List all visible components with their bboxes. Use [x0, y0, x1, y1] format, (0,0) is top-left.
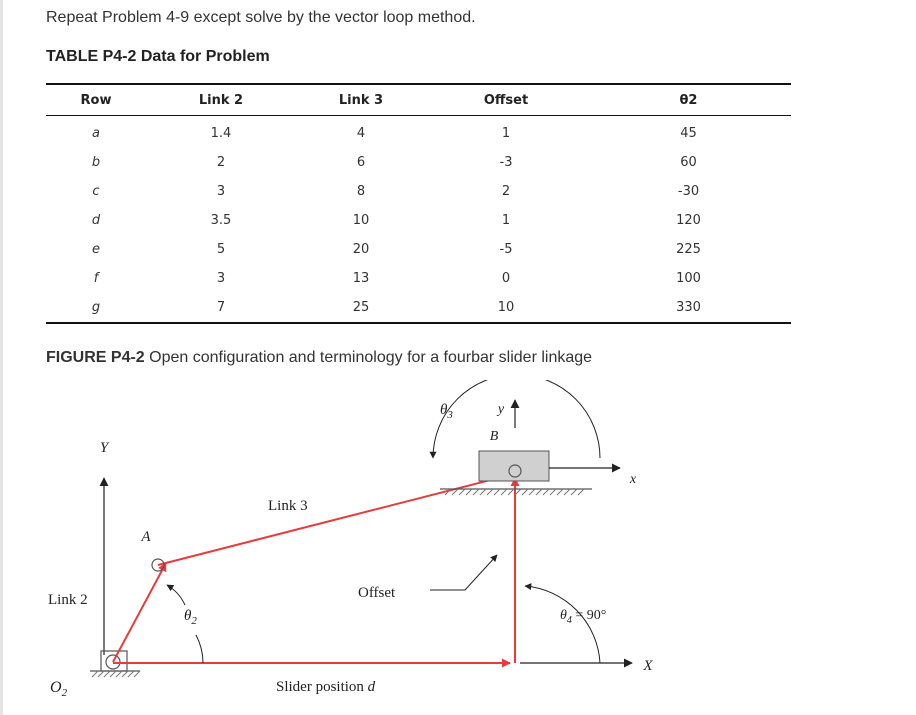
table-row [46, 116, 791, 149]
table-row [46, 293, 791, 323]
table-row [46, 148, 791, 177]
theta3-arc [433, 380, 600, 458]
link2-value: 3 [216, 184, 226, 199]
header-link3: Link 3 [296, 84, 426, 116]
offset-value: 1 [501, 126, 511, 141]
offset-label: Offset [358, 585, 396, 601]
offset-value: 1 [501, 213, 511, 228]
table-header-row [46, 84, 791, 116]
table-title: TABLE P4-2 Data for Problem [46, 48, 270, 65]
table-row [46, 177, 791, 206]
link2-value: 2 [216, 155, 226, 170]
link2-value: 5 [216, 242, 226, 257]
link2-value: 1.4 [210, 126, 232, 141]
row-label: d [91, 213, 101, 228]
theta2-arc [196, 635, 203, 663]
global-x-label: X [643, 658, 653, 674]
table-row [46, 206, 791, 235]
theta2-value: 225 [676, 242, 701, 257]
link2-value: 3 [216, 271, 226, 286]
link3-value: 20 [352, 242, 370, 257]
figure-caption [46, 349, 592, 367]
header-link2: Link 2 [146, 84, 296, 116]
slider-block [479, 451, 549, 481]
link3-label: Link 3 [268, 498, 308, 514]
link3-value: 4 [356, 126, 366, 141]
figure-caption-text: Open configuration and terminology for a fourbar slider linkage [144, 349, 593, 366]
offset-value: 10 [497, 300, 515, 315]
problem-statement: Repeat Problem 4-9 except solve by the vector loop method. [46, 9, 476, 26]
theta2-label: $\theta_2$ [184, 608, 197, 627]
link3-value: 8 [356, 184, 366, 199]
offset-value: -5 [499, 242, 513, 257]
theta2-value: -30 [677, 184, 700, 199]
data-table [46, 83, 791, 324]
header-theta2: θ2 [586, 84, 791, 116]
offset-value: -3 [499, 155, 513, 170]
table-row [46, 235, 791, 264]
row-label: c [92, 184, 100, 199]
link3-value: 13 [352, 271, 370, 286]
link2-value: 7 [216, 300, 226, 315]
slider-linkage-diagram [0, 380, 916, 715]
row-label: a [92, 126, 100, 141]
pin-b-label: B [489, 429, 499, 444]
row-label: g [91, 300, 101, 315]
local-y-label: y [497, 402, 505, 417]
offset-leader [430, 555, 497, 590]
theta2-value: 45 [680, 126, 697, 141]
header-row: Row [46, 84, 146, 116]
link2-label: Link 2 [48, 592, 88, 608]
row-label: b [91, 155, 101, 170]
theta2-value: 100 [676, 271, 701, 286]
theta4-label: $\theta_4 = 90^\circ$ [560, 608, 607, 626]
figure-caption-label: FIGURE P4-2 [46, 349, 145, 366]
theta2-arrow [167, 585, 185, 605]
row-label: f [93, 271, 99, 286]
pin-a-label: A [141, 529, 151, 545]
header-offset: Offset [426, 84, 586, 116]
slider-position-label: Slider position d [276, 679, 376, 695]
link2-vector [113, 563, 166, 662]
link3-value: 25 [352, 300, 370, 315]
theta2-value: 60 [680, 155, 697, 170]
local-x-label: x [629, 472, 637, 487]
link3-value: 6 [356, 155, 366, 170]
pivot-o2-label: $O_2$ [50, 679, 68, 699]
theta2-value: 120 [676, 213, 701, 228]
table-row [46, 264, 791, 293]
offset-value: 2 [501, 184, 511, 199]
theta2-value: 330 [676, 300, 701, 315]
offset-value: 0 [501, 271, 511, 286]
row-label: e [92, 242, 100, 257]
link3-value: 10 [352, 213, 370, 228]
theta3-label: $\theta_3$ [440, 402, 453, 421]
theta4-arc [525, 586, 600, 663]
link2-value: 3.5 [210, 213, 232, 228]
global-y-label: Y [99, 440, 109, 456]
